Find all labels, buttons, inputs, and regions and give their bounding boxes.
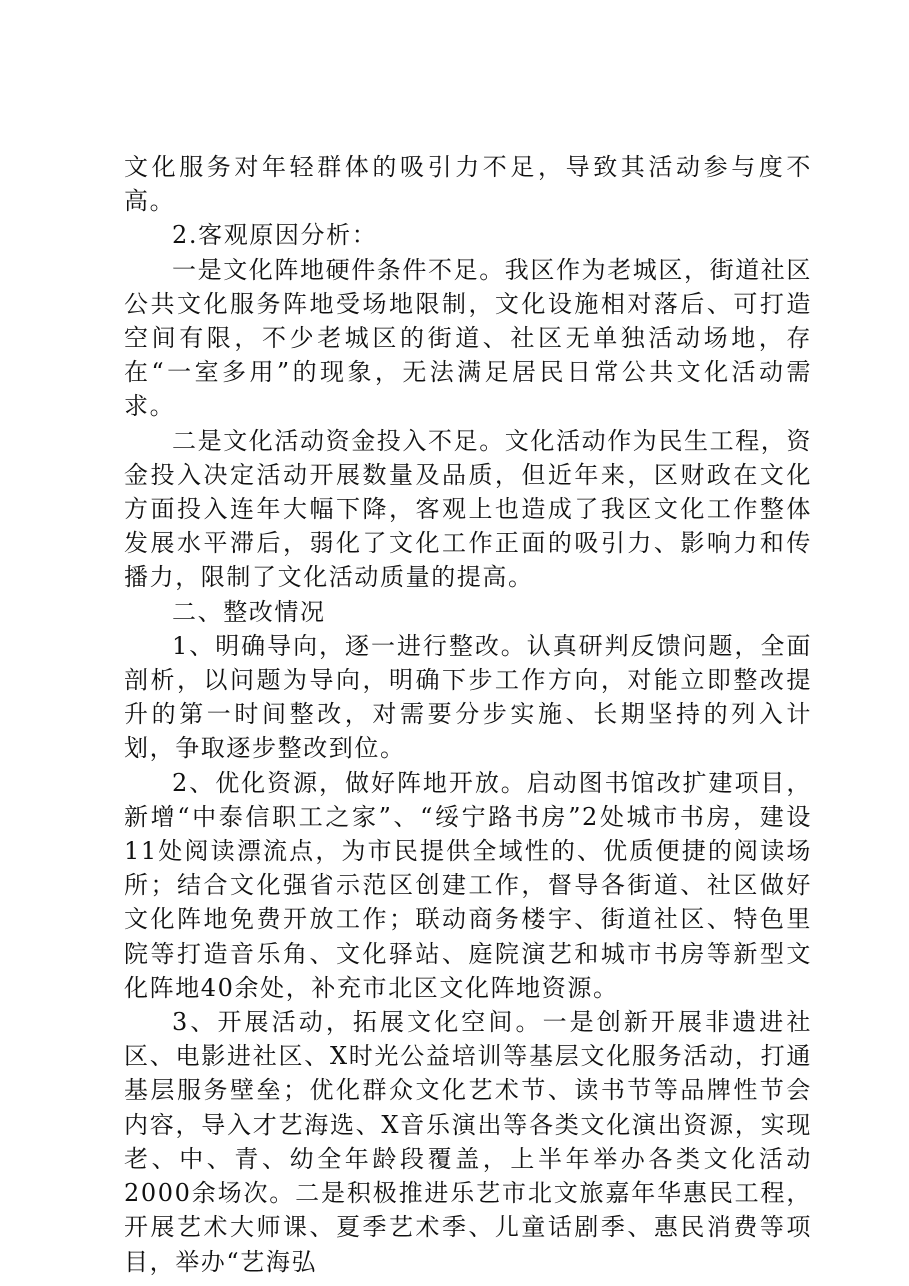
document-body bbox=[124, 150, 812, 1279]
paragraph-item-1: 1、明确导向，逐一进行整改。认真研判反馈问题，全面剖析，以问题为导向，明确下步工作方向，对能立即整改提升的第一时间整改，对需要分步实施、长期坚持的列入计划，争取逐步整改到位。 bbox=[124, 631, 812, 763]
paragraph-item-2: 2、优化资源，做好阵地开放。启动图书馆改扩建项目，新增“中泰信职工之家”、“绥宁路书房”2处城市书房，建设11处阅读漂流点，为市民提供全域性的、优质便捷的阅读场所；结合文化强省示范区创建工作，督导各街道、社区做好文化阵地免费开放工作；联动商务楼宇、街道社区、特色里院等打造音乐角、文化驿站、庭院演艺和城市书房等新型文化阵地40余处，补充市北区文化阵地资源。 bbox=[124, 768, 812, 1002]
section-heading-rectification: 二、整改情况 bbox=[172, 597, 326, 626]
paragraph-funding-shortage: 二是文化活动资金投入不足。文化活动作为民生工程，资金投入决定活动开展数量及品质，但近年来，区财政在文化方面投入连年大幅下降，客观上也造成了我区文化工作整体发展水平滞后，弱化了文化工作正面的吸引力、影响力和传播力，限制了文化活动质量的提高。 bbox=[124, 426, 812, 592]
paragraph-subheading-objective-causes: 2.客观原因分析： bbox=[172, 221, 378, 250]
paragraph-continuation: 文化服务对年轻群体的吸引力不足，导致其活动参与度不高。 bbox=[124, 153, 812, 216]
paragraph-item-3: 3、开展活动，拓展文化空间。一是创新开展非遗进社区、电影进社区、X时光公益培训等基层文化服务活动，打通基层服务壁垒；优化群众文化艺术节、读书节等品牌性节会内容，导入才艺海选、X音乐演出等各类文化演出资源，实现老、中、青、幼全年龄段覆盖，上半年举办各类文化活动2000余场次。二是积极推进乐艺市北文旅嘉年华惠民工程，开展艺术大师课、夏季艺术季、儿童话剧季、惠民消费等项目，举办“艺海弘 bbox=[124, 1008, 812, 1276]
paragraph-hardware-shortage: 一是文化阵地硬件条件不足。我区作为老城区，街道社区公共文化服务阵地受场地限制，文化设施相对落后、可打造空间有限，不少老城区的街道、社区无单独活动场地，存在“一室多用”的现象，无法满足居民日常公共文化活动需求。 bbox=[124, 255, 812, 421]
